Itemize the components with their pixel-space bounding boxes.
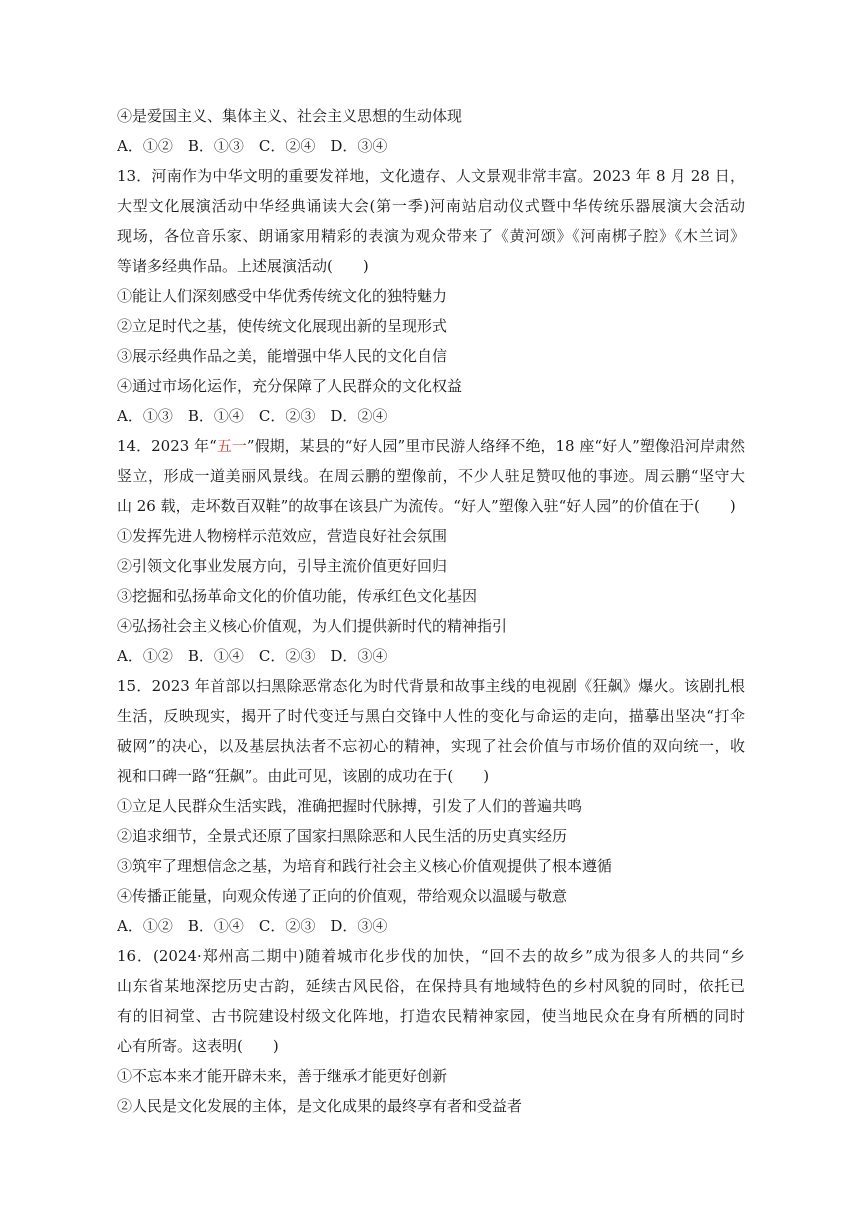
- answer-options: A．①② B．①④ C．②③ D．③④: [117, 647, 388, 665]
- answer-options: A．①③ B．①④ C．②③ D．②④: [117, 407, 388, 425]
- question-stem-line: 13．河南作为中华文明的重要发祥地，文化遗存、人文景观非常丰富。2023 年 8 月 28 日，: [117, 167, 745, 185]
- statement-line: ①不忘本来才能开辟未来，善于继承才能更好创新: [117, 1067, 448, 1085]
- question-stem-line: [117, 431, 745, 461]
- question-stem-line: 山东省某地深挖历史古韵，延续古风民俗，在保持具有地域特色的乡村风貌的同时，依托已: [117, 977, 745, 995]
- question-stem-line: 有的旧祠堂、古书院建设村级文化阵地，打造农民精神家园，使当地民众在身有所栖的同时: [117, 1007, 745, 1025]
- question-16: [117, 941, 745, 1121]
- question-14: [117, 431, 745, 671]
- answer-options: A．①② B．①③ C．②④ D．③④: [117, 137, 388, 155]
- question-stem-line: 山 26 载，走坏数百双鞋”的故事在该县广为流传。“好人”塑像入驻“好人园”的价值在于( ): [117, 497, 736, 515]
- question-stem-line: 破网”的决心，以及基层执法者不忘初心的精神，实现了社会价值与市场价值的双向统一，收: [117, 737, 745, 755]
- question-stem-line: 心有所寄。这表明( ): [117, 1037, 279, 1055]
- question-stem-line: 竖立，形成一道美丽风景线。在周云鹏的塑像前，不少人驻足赞叹他的事迹。周云鹏“坚守大: [117, 467, 745, 485]
- statement-line: ①发挥先进人物榜样示范效应，营造良好社会氛围: [117, 527, 448, 545]
- question-stem-line: 大型文化展演活动中华经典诵读大会(第一季)河南站启动仪式暨中华传统乐器展演大会活动: [117, 197, 745, 215]
- stem-text: 14．2023 年“: [117, 437, 217, 455]
- statement-line: ③挖掘和弘扬革命文化的价值功能，传承红色文化基因: [117, 587, 478, 605]
- highlighted-text: 五一: [216, 437, 247, 455]
- question-stem-line: 生活，反映现实，揭开了时代变迁与黑白交锋中人性的变化与命运的走向，描摹出坚决“打伞: [117, 707, 745, 725]
- question-content: [117, 101, 745, 1121]
- statement-line: ②立足时代之基，使传统文化展现出新的呈现形式: [117, 317, 448, 335]
- statement-line: ④传播正能量，向观众传递了正向的价值观，带给观众以温暖与敬意: [117, 887, 568, 905]
- statement-line: ④弘扬社会主义核心价值观，为人们提供新时代的精神指引: [117, 617, 508, 635]
- statement-line: ②追求细节，全景式还原了国家扫黑除恶和人民生活的历史真实经历: [117, 827, 568, 845]
- stem-text: ”假期，某县的“好人园”里市民游人络绎不绝，18 座“好人”塑像沿河岸肃然: [246, 437, 745, 455]
- answer-options: A．①② B．①④ C．②③ D．③④: [117, 917, 388, 935]
- statement-line: ④通过市场化运作，充分保障了人民群众的文化权益: [117, 377, 463, 395]
- question-stem-line: 16．(2024·郑州高二期中)随着城市化步伐的加快，“回不去的故乡”成为很多人的共同“乡: [117, 947, 745, 965]
- question-stem-line: 等诸多经典作品。上述展演活动( ): [117, 257, 369, 275]
- statement-line: ④是爱国主义、集体主义、社会主义思想的生动体现: [117, 107, 463, 125]
- question-stem-line: 15．2023 年首部以扫黑除恶常态化为时代背景和故事主线的电视剧《狂飙》爆火。该剧扎根: [117, 677, 745, 695]
- statement-line: ②引领文化事业发展方向，引导主流价值更好回归: [117, 557, 448, 575]
- question-15: [117, 671, 745, 941]
- question-13: [117, 161, 745, 431]
- statement-line: ①立足人民群众生活实践，准确把握时代脉搏，引发了人们的普遍共鸣: [117, 797, 583, 815]
- statement-line: ②人民是文化发展的主体，是文化成果的最终享有者和受益者: [117, 1097, 523, 1115]
- question-stem-line: 现场，各位音乐家、朗诵家用精彩的表演为观众带来了《黄河颂》《河南梆子腔》《木兰词》: [117, 227, 745, 245]
- statement-line: ③筑牢了理想信念之基，为培育和践行社会主义核心价值观提供了根本遵循: [117, 857, 613, 875]
- statement-line: ③展示经典作品之美，能增强中华人民的文化自信: [117, 347, 448, 365]
- statement-line: ①能让人们深刻感受中华优秀传统文化的独特魅力: [117, 287, 448, 305]
- question-stem-line: 视和口碑一路“狂飙”。由此可见，该剧的成功在于( ): [117, 767, 490, 785]
